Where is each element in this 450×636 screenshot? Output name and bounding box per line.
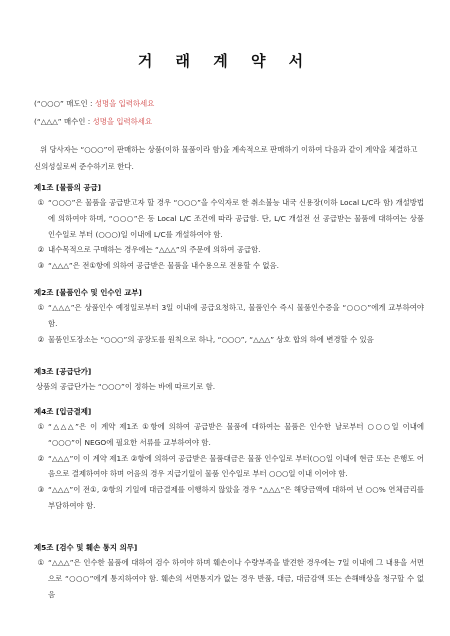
seller-label: (“○○○” 매도인 : <box>34 99 95 108</box>
item-text: “△△△”이 전①, ②항의 기일에 대금결제를 이행하지 않았을 경우 “△△△”은 해당금액에 대하여 년 ○○% 연체금리를 부담하여야 함. <box>48 485 424 510</box>
article-1-item-1 <box>34 195 424 242</box>
article-2-item-1 <box>34 300 424 332</box>
item-text: “△△△”이 이 계약 제1조 ②항에 의하여 공급받은 물품대금은 물품 인수일로 부터(○○일 이내에 현금 또는 은행도 어음으로 결제하여야 하며 어음의 경우 지급기일이 물품 인수일로 부터 ○○○일 이내 이어야 함. <box>48 453 424 479</box>
article-5 <box>34 541 424 602</box>
article-1-item-2 <box>34 242 424 258</box>
intro-paragraph: 위 당사자는 “○○○”이 판매하는 상품(이하 물품이라 함)을 계속적으로 판매하기 이하여 다음과 같이 계약을 체결하고 신의성실로써 준수하기로 한다. <box>34 145 418 171</box>
item-number: ① <box>37 303 45 312</box>
article-3-text: 상품의 공급단가는 “○○○”이 정하는 바에 따르기로 함. <box>36 382 216 391</box>
article-2-title: 제2조 [물품인수 및 인수인 교부] <box>34 288 142 297</box>
article-4 <box>34 405 424 514</box>
article-2-item-2 <box>34 332 424 348</box>
item-number: ② <box>37 334 45 344</box>
article-5-item-1 <box>34 555 424 602</box>
item-text: “△△△”은 상품인수 예정일로부터 3일 이내에 공급요청하고, 물품인수 즉시 물품인수증을 “○○○”에게 교부하여야 함. <box>48 303 424 328</box>
buyer-name-placeholder[interactable]: 성명을 입력하세요 <box>92 117 153 126</box>
item-number: ② <box>37 245 45 255</box>
article-4-item-3 <box>34 482 424 514</box>
item-number: ③ <box>37 261 45 271</box>
article-1 <box>34 181 424 274</box>
item-number: ① <box>37 198 45 207</box>
document-title: 거 래 계 약 서 <box>137 52 313 70</box>
item-text: 내수목적으로 구매하는 경우에는 “△△△”의 주문에 의하여 공급함. <box>48 245 261 255</box>
article-2 <box>34 286 424 347</box>
item-text: 물품인도장소는 “○○○”의 공장도를 원칙으로 하나, “○○○”, “△△△” 상호 합의 하에 변경할 수 있음 <box>48 334 374 344</box>
item-number: ③ <box>37 485 45 495</box>
article-3-title: 제3조 [공급단가] <box>34 367 92 376</box>
article-5-title: 제5조 [검수 및 훼손 통지 의무] <box>34 543 138 552</box>
item-text: “△△△”은 전①항에 의하여 공급받은 물품을 내수용으로 전용할 수 없음. <box>48 261 279 271</box>
item-text: “○○○”은 물품을 공급받고자 할 경우 “○○○”을 수익자로 한 취소불능 내국 신용장(이하 Local L/C라 함) 개설방법에 의하여야 하며, “○○○”은 동 Local L/C 조건에 따라 공급함. 단, L/C 개설전 선 공급받는 물품에 대하여는 상품 인수일로 부터 (○○○)일 이내에 L/C를 개설하여야 함. <box>48 198 424 239</box>
item-number: ① <box>37 558 45 567</box>
article-1-item-3 <box>34 258 424 274</box>
article-3 <box>34 365 424 395</box>
article-4-item-2 <box>34 451 424 483</box>
article-4-title: 제4조 [입금결제] <box>34 407 92 416</box>
buyer-line <box>34 116 152 127</box>
article-4-item-1 <box>34 419 424 451</box>
buyer-label: (“△△△” 매수인 : <box>34 117 93 126</box>
item-number: ① <box>37 422 45 431</box>
seller-line <box>34 98 154 109</box>
item-number: ② <box>37 453 45 463</box>
article-1-title: 제1조 [물품의 공급] <box>34 183 102 192</box>
seller-name-placeholder[interactable]: 성명을 입력하세요 <box>94 99 155 108</box>
item-text: “△△△”은 이 계약 제1조 ①항에 의하여 공급받은 물품에 대하여는 물품은 인수한 날로부터 ○○○일 이내에 “○○○”이 NEGO에 필요한 서류를 교부하여야 함. <box>48 422 424 447</box>
item-text: “△△△”은 인수한 물품에 대하여 검수 하여야 하며 훼손이나 수량부족을 발견한 경우에는 7일 이내에 그 내용을 서면으로 “○○○”에게 통지하여야 함. 훼손의 서면통지가 없는 경우 반품, 대금, 대금감액 또는 손해배상을 청구할 수 없음 <box>48 558 424 599</box>
